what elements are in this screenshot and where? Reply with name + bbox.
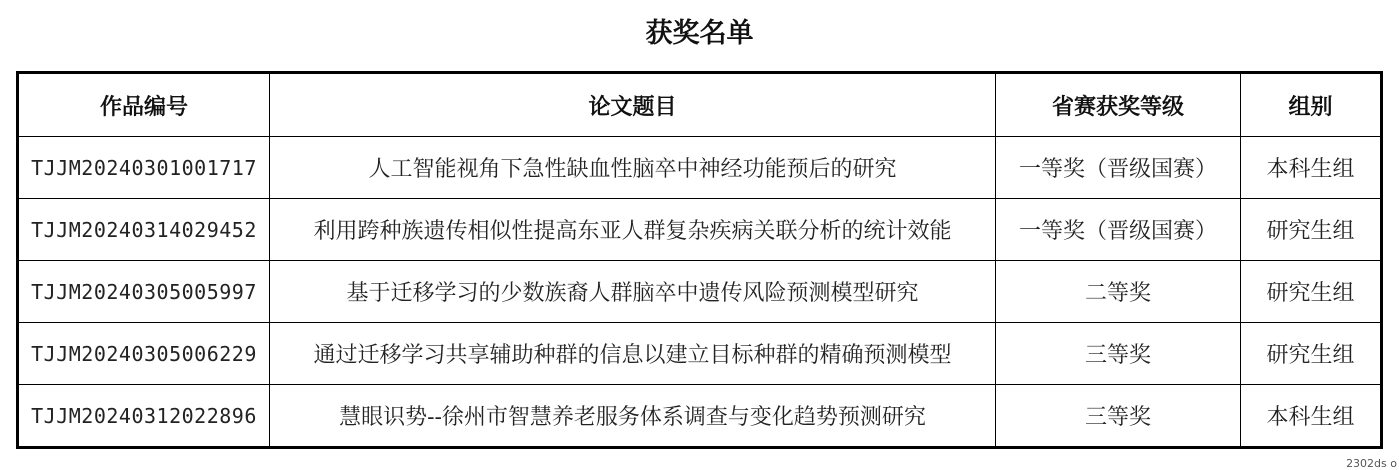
header-group: 组别	[1241, 73, 1382, 137]
paper-title-cell: 慧眼识势--徐州市智慧养老服务体系调查与变化趋势预测研究	[270, 385, 996, 448]
table-header-row	[18, 73, 1382, 137]
paper-title-cell: 基于迁移学习的少数族裔人群脑卒中遗传风险预测模型研究	[270, 261, 996, 323]
paper-title-cell: 利用跨种族遗传相似性提高东亚人群复杂疾病关联分析的统计效能	[270, 199, 996, 261]
table-row	[18, 199, 1382, 261]
group-cell: 本科生组	[1241, 385, 1382, 448]
work-id-cell: TJJM20240314029452	[18, 199, 270, 261]
group-cell: 研究生组	[1241, 323, 1382, 385]
award-level-cell: 二等奖	[996, 261, 1241, 323]
award-level-cell: 三等奖	[996, 385, 1241, 448]
work-id-cell: TJJM20240301001717	[18, 137, 270, 199]
group-cell: 本科生组	[1241, 137, 1382, 199]
work-id-cell: TJJM20240312022896	[18, 385, 270, 448]
header-paper-title: 论文题目	[270, 73, 996, 137]
work-id-cell: TJJM20240305006229	[18, 323, 270, 385]
awards-table	[16, 71, 1383, 449]
paper-title-cell: 通过迁移学习共享辅助种群的信息以建立目标种群的精确预测模型	[270, 323, 996, 385]
work-id-cell: TJJM20240305005997	[18, 261, 270, 323]
header-work-id: 作品编号	[18, 73, 270, 137]
group-cell: 研究生组	[1241, 261, 1382, 323]
header-award-level: 省赛获奖等级	[996, 73, 1241, 137]
award-level-cell: 一等奖（晋级国赛）	[996, 199, 1241, 261]
table-row	[18, 137, 1382, 199]
group-cell: 研究生组	[1241, 199, 1382, 261]
corner-watermark-text: 2302ds o	[1346, 457, 1397, 470]
paper-title-cell: 人工智能视角下急性缺血性脑卒中神经功能预后的研究	[270, 137, 996, 199]
award-level-cell: 三等奖	[996, 323, 1241, 385]
table-row	[18, 323, 1382, 385]
table-row	[18, 261, 1382, 323]
award-level-cell: 一等奖（晋级国赛）	[996, 137, 1241, 199]
table-row	[18, 385, 1382, 448]
page-title: 获奖名单	[645, 18, 754, 49]
